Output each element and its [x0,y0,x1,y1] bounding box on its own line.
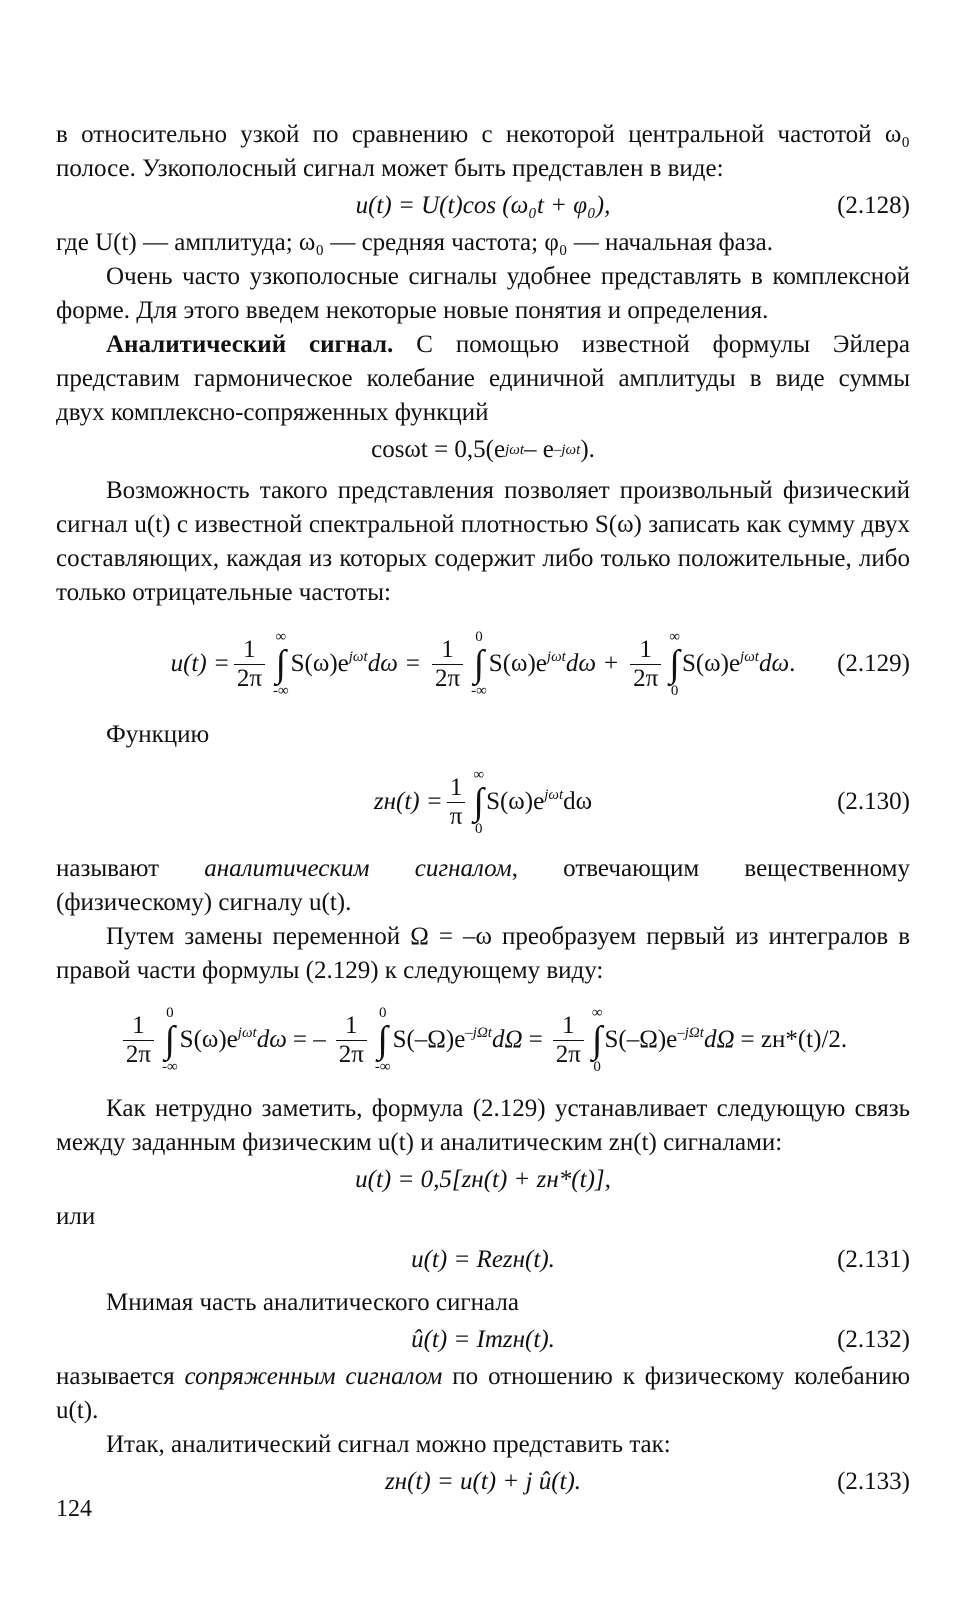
eqt-integral-3: ∞ ∫ 0 [591,1005,603,1075]
paragraph-analytic-signal [56,328,910,430]
equation-euler: cosωt = 0,5(e jωt – e –jωt ). [56,430,910,470]
equation-2-129-number: (2.129) [837,650,910,677]
equation-2-133 [56,1462,910,1502]
equation-2-133-formula: zн(t) = u(t) + j û(t). [384,1468,582,1495]
eq129-plus: + [604,650,619,677]
eq130-integrand: $S(\omega)e^{j\omega t}d\omega$ [486,787,593,815]
eq130-integral: ∞ ∫ 0 [473,767,485,837]
eq129-equals: = [405,650,420,677]
equation-transform [56,988,910,1092]
equation-2-130-number: (2.130) [837,788,910,815]
equation-2-128 [56,186,910,226]
equation-2-131 [56,1234,910,1286]
term-conjugate-signal: сопряженным сигналом [184,1363,443,1390]
eq129-integral-2: 0 ∫ -∞ [471,629,487,699]
paragraph-conjugate: называется сопряженным сигналом по отношению к физическому колебанию u(t). [56,1363,911,1424]
eqt-term-2: $S(-\Omega)e^{-j\Omega t}d\Omega$ [392,1025,523,1053]
equation-2-131-formula: u(t) = Rezн(t). [411,1246,555,1273]
euler-lhs: cosωt = 0,5(e [371,436,506,463]
equation-2-128-formula: u(t) = U(t)cos (ω₀t + φ₀), [355,192,611,219]
equation-relation [56,1160,910,1200]
euler-mid: – e [524,436,554,463]
eqt-integral-1: 0 ∫ -∞ [161,1005,178,1075]
eqt-integral-2: 0 ∫ -∞ [374,1005,391,1075]
eqt-term-1: $S(\omega)e^{j\omega t}d\omega$ [179,1025,287,1053]
equation-2-131-number: (2.131) [837,1246,910,1273]
paragraph-representation: Возможность такого представления позволяет произвольный физический сигнал u(t) с известной спектральной плотностью S(ω) записать как сумму двух составляющих, каждая из которых содержит либо только положительные, либо только отрицательные частоты: [56,477,910,606]
paragraph-intro: в относительно узкой по сравнению с некоторой центральной частотой ω₀ полосе. Узкополосный сигнал может быть представлен в виде: [56,121,910,182]
eqt-frac-3: $\frac{1}{2\pi}$ [553,1012,584,1069]
eq129-frac-2: $\frac{1}{2\pi}$ [432,636,463,693]
eq129-frac-1: $\frac{1}{2\pi}$ [234,636,265,693]
eq129-integrand-1: $S(\omega)e^{j\omega t}d\omega$ [290,649,398,677]
eq129-integral-3: ∞ ∫ 0 [669,629,680,699]
term-analytic-signal: аналитическим сигналом [204,855,512,882]
equation-2-130 [56,752,910,852]
eq130-lhs: zн(t) = [373,788,443,815]
analytic-signal-heading: Аналитический сигнал. [106,331,394,358]
page-number: 124 [56,1496,92,1522]
paragraph-definitions: где U(t) — амплитуда; ω₀ — средняя частота; φ₀ — начальная фаза. [56,229,773,256]
analytic-signal-text: С помощью известной формулы Эйлера представим гармоническое колебание единичной амплитуды в виде суммы двух комплексно-сопряженных функций [56,331,910,426]
eqt-eq-neg: = – [292,1026,326,1053]
eq130-frac: $\frac{1}{\pi}$ [447,774,466,831]
equation-2-132-number: (2.132) [837,1326,910,1353]
paragraph-analytic-definition: называют аналитическим сигналом, отвечающим вещественному (физическому) сигналу u(t). [56,855,911,916]
paragraph-substitution: Путем замены переменной Ω = –ω преобразуем первый из интегралов в правой части формулы (2.129) к следующему виду: [56,923,910,984]
eqt-frac-2: $\frac{1}{2\pi}$ [336,1012,367,1069]
paragraph-imaginary-part: Мнимая часть аналитического сигнала [106,1289,519,1316]
euler-end: ). [580,436,595,463]
equation-2-132 [56,1320,910,1360]
eq129-integrand-2: $S(\omega)e^{j\omega t}d\omega$ [488,649,596,677]
paragraph-summary: Итак, аналитический сигнал можно представить так: [106,1431,671,1458]
relation-formula: u(t) = 0,5[zн(t) + zн*(t)], [355,1166,611,1193]
eqt-eq: = [528,1026,543,1053]
paragraph-relation: Как нетрудно заметить, формула (2.129) устанавливает следующую связь между заданным физическим u(t) и аналитическим zн(t) сигналами: [56,1095,910,1156]
equation-2-132-formula: û(t) = Imzн(t). [411,1326,555,1353]
eqt-frac-1: $\frac{1}{2\pi}$ [123,1012,154,1069]
equation-2-133-number: (2.133) [837,1468,910,1495]
word-or: или [56,1203,96,1230]
eq129-integral-1: ∞ ∫ -∞ [272,629,289,699]
eq129-frac-3: $\frac{1}{2\pi}$ [630,636,661,693]
eq129-integrand-3: $S(\omega)e^{j\omega t}d\omega$. [681,649,796,677]
eqt-term-3: $S(-\Omega)e^{-j\Omega t}d\Omega$ [604,1025,735,1053]
equation-2-128-number: (2.128) [837,192,910,219]
label-function: Функцию [106,721,210,748]
eqt-result: = zн*(t)/2. [740,1026,848,1053]
equation-2-129 [56,610,910,718]
paragraph-complex-form: Очень часто узкополосные сигналы удобнее представлять в комплексной форме. Для этого введем некоторые новые понятия и определения. [56,263,910,324]
eq129-lhs: u(t) = [170,650,230,677]
